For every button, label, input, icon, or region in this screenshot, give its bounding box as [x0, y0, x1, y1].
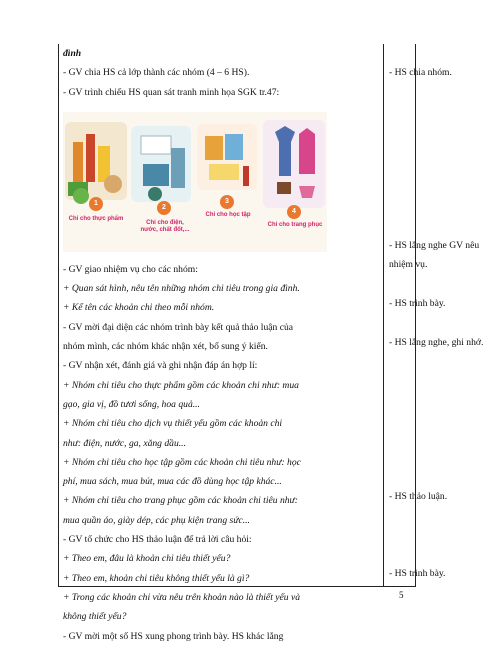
text-line: - HS lắng nghe, ghi nhớ. [389, 337, 483, 348]
illustration-graphic [63, 112, 327, 252]
lesson-table [58, 44, 483, 642]
badge-number: 2 [162, 203, 166, 211]
text-line: nhiệm vụ. [389, 259, 428, 270]
text-line: + Kể tên các khoản chi theo mỗi nhóm. [63, 302, 215, 314]
badge-number: 3 [225, 197, 229, 205]
text-line: không thiết yếu? [63, 611, 127, 623]
text-line: + Theo em, khoản chi tiêu không thiết yếu là gì? [63, 572, 250, 584]
text-line: - GV chia HS cả lớp thành các nhóm (4 – 6 HS). [63, 67, 250, 79]
teacher-activities-column [63, 44, 379, 646]
text-line: phí, mua sách, mua bút, mua các đồ dùng học tập khác... [63, 476, 282, 488]
badge-number: 1 [94, 199, 98, 207]
text-line: + Quan sát hình, nêu tên những nhóm chi tiêu trong gia đình. [63, 283, 300, 295]
text-line: - GV nhận xét, đánh giá và ghi nhận đáp án hợp lí: [63, 360, 258, 372]
text-line: - HS chia nhóm. [389, 67, 452, 78]
text-line: đình [63, 48, 82, 59]
text-line: - HS trình bày. [389, 298, 446, 309]
text-line: nhóm mình, các nhóm khác nhận xét, bổ sung ý kiến. [63, 341, 268, 353]
text-line: + Nhóm chi tiêu cho thực phẩm gồm các khoản chi như: mua [63, 379, 299, 391]
illustration-caption: Chi cho điện, nước, chất đốt,... [140, 219, 190, 233]
text-line: + Theo em, đâu là khoản chi tiêu thiết yếu? [63, 553, 231, 565]
text-line: - GV tổ chức cho HS thảo luận để trả lời câu hỏi: [63, 534, 252, 546]
page-number: 5 [399, 590, 404, 600]
text-line: + Nhóm chi tiêu cho trang phục gồm các khoản chi tiêu như: [63, 495, 298, 507]
text-line: như: điện, nước, ga, xăng dầu... [63, 437, 186, 449]
text-line: + Nhóm chi tiêu cho dịch vụ thiết yếu gồm các khoản chi [63, 418, 283, 430]
text-line: + Trong các khoản chi vừa nêu trên khoản nào là thiết yếu và [63, 591, 301, 603]
spending-illustration [63, 112, 327, 252]
column-divider [383, 44, 384, 586]
text-line: - GV mời một số HS xung phong trình bày. HS khác lắng [63, 630, 284, 642]
illustration-caption: Chi cho học tập [205, 211, 251, 218]
badge-number: 4 [292, 207, 296, 215]
text-line: - GV mời đại diện các nhóm trình bày kết quả thảo luận của [63, 321, 294, 333]
illustration-caption: Chi cho thực phẩm [68, 215, 124, 222]
text-line: mua quần áo, giày dép, các phụ kiện trang sức... [63, 514, 250, 526]
text-line: gạo, gia vị, đồ tươi sống, hoa quả... [63, 398, 200, 410]
text-line: - HS lắng nghe GV nêu [389, 240, 480, 251]
text-line: - HS trình bày. [389, 568, 446, 579]
text-line: - HS thảo luận. [389, 491, 448, 502]
text-line: + Nhóm chi tiêu cho học tập gồm các khoản chi tiêu như: học [63, 456, 301, 468]
text-line: - GV giao nhiệm vụ cho các nhóm: [63, 263, 198, 275]
illustration-caption: Chi cho trang phục [267, 221, 323, 228]
text-line: - GV trình chiếu HS quan sát tranh minh họa SGK tr.47: [63, 86, 280, 98]
